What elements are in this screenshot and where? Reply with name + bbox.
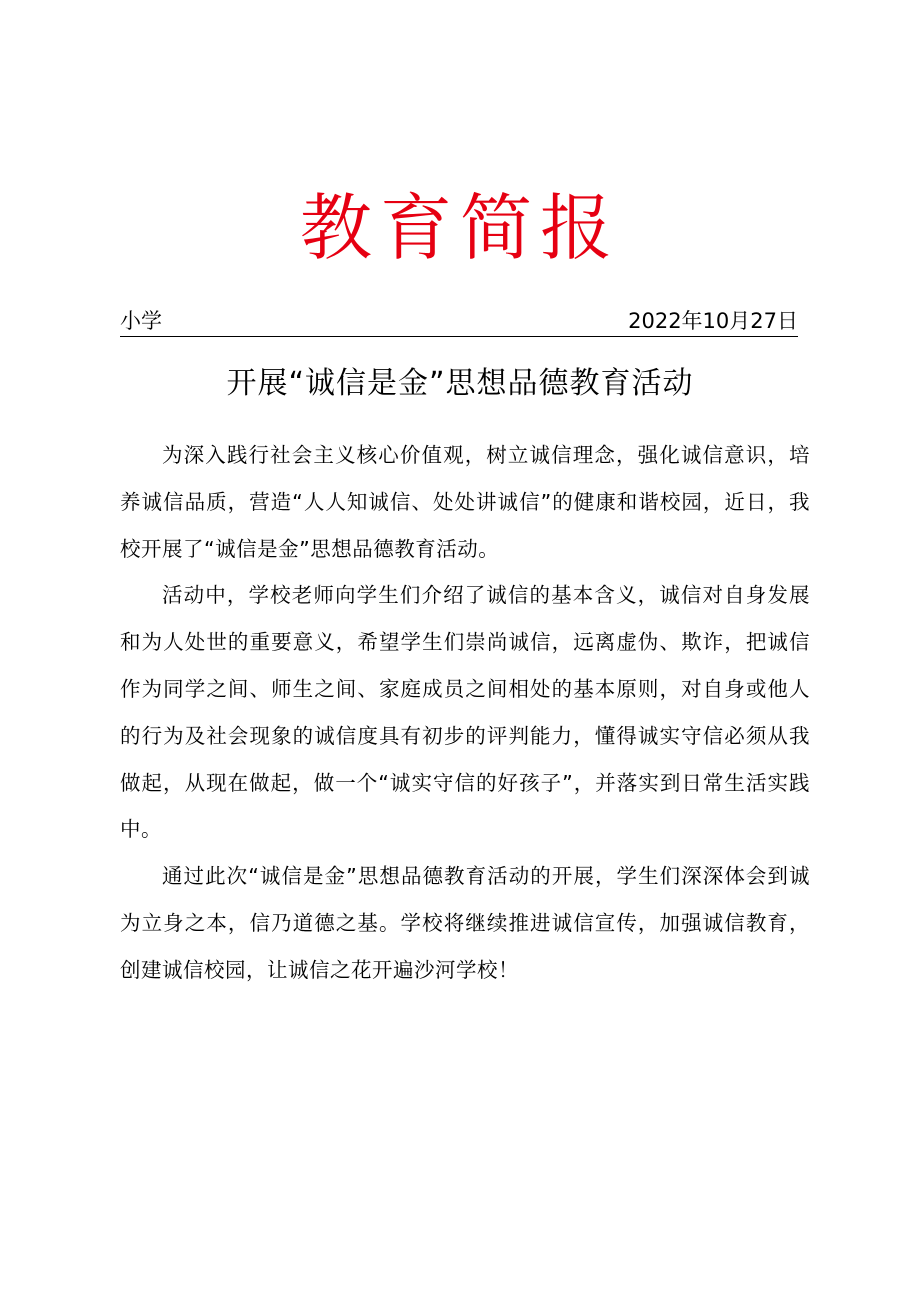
issue-date: 2022年10月27日 <box>628 309 798 333</box>
article-paragraph: 通过此次“诚信是金”思想品德教育活动的开展，学生们深深体会到诚为立身之本，信乃道德之基。学校将继续推进诚信宣传，加强诚信教育，创建诚信校园，让诚信之花开遍沙河学校！ <box>120 864 810 982</box>
article-paragraph: 活动中，学校老师向学生们介绍了诚信的基本含义，诚信对自身发展和为人处世的重要意义，希望学生们崇尚诚信，远离虚伪、欺诈，把诚信作为同学之间、师生之间、家庭成员之间相处的基本原则，对自身或他人的行为及社会现象的诚信度具有初步的评判能力，懂得诚实守信必须从我做起，从现在做起，做一个“诚实守信的好孩子”，并落实到日常生活实践中。 <box>120 583 810 842</box>
article-body <box>120 432 810 994</box>
newsletter-masthead: 教育简报 <box>299 186 620 270</box>
article-paragraph: 为深入践行社会主义核心价值观，树立诚信理念，强化诚信意识，培养诚信品质，营造“人人知诚信、处处讲诚信”的健康和谐校园，近日，我校开展了“诚信是金”思想品德教育活动。 <box>120 443 810 561</box>
school-name: 小学 <box>120 309 162 333</box>
info-line <box>120 306 798 337</box>
article-headline: 开展“诚信是金”思想品德教育活动 <box>226 366 694 401</box>
